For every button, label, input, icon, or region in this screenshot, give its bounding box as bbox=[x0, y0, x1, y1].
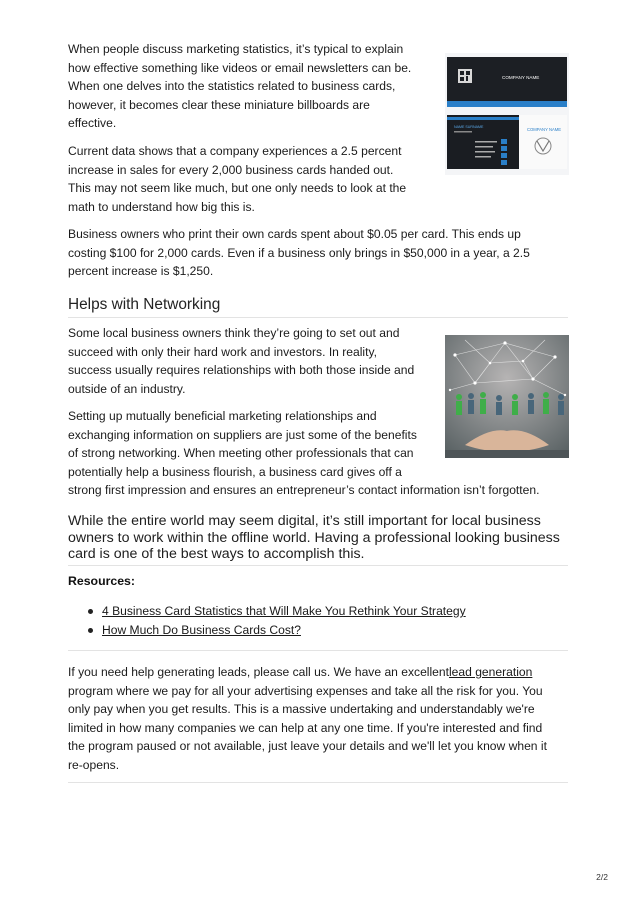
text-line: the program paused or not available, just leave your details and we'll let you know when it bbox=[68, 739, 547, 753]
text-line: Setting up mutually beneficial marketing relationships and bbox=[68, 409, 377, 423]
card-front-company-label: COMPANY NAME bbox=[527, 127, 562, 132]
page-number: 2/2 bbox=[596, 872, 608, 882]
lead-summary bbox=[68, 513, 560, 563]
card-company-label: COMPANY NAME bbox=[502, 75, 540, 80]
text-line: however, it becomes clear these miniature billboards are bbox=[68, 97, 370, 112]
lead-generation-link[interactable]: lead generation bbox=[448, 665, 533, 679]
section-divider bbox=[68, 565, 568, 566]
text-line: succeed with only their hard work and investors. In reality, bbox=[68, 344, 377, 359]
text-line: While the entire world may seem digital, it’s still important for local business bbox=[68, 513, 541, 529]
text-line: Current data shows that a company experiences a 2.5 percent bbox=[68, 144, 402, 158]
text-line: card is one of the best ways to accomplish this. bbox=[68, 546, 365, 563]
text-line: increase in sales for every 2,000 business cards handed out. bbox=[68, 162, 394, 177]
section-divider bbox=[68, 650, 568, 651]
text-line: costing $100 for 2,000 cards. Even if a business only brings in $50,000 in a year, a 2.5 bbox=[68, 245, 530, 260]
card-name-label: NAME SURNAME bbox=[454, 125, 484, 129]
section-divider bbox=[68, 317, 568, 318]
paragraph-lead-generation bbox=[68, 663, 547, 774]
text-line: owners to work within the offline world. Having a professional looking business bbox=[68, 529, 560, 546]
paragraph-mutual-relationships bbox=[68, 407, 539, 500]
resource-item bbox=[88, 621, 466, 640]
text-line: effective. bbox=[68, 116, 117, 130]
text-line: percent increase is $1,250. bbox=[68, 264, 214, 278]
text-line: Business owners who print their own cards spent about $0.05 per card. This ends up bbox=[68, 227, 521, 241]
resource-link-cost[interactable]: How Much Do Business Cards Cost? bbox=[102, 622, 301, 637]
business-card-image bbox=[445, 53, 569, 175]
text-line: only pay when you get results. This is a massive undertaking and understandably we're bbox=[68, 702, 535, 716]
resource-item bbox=[88, 602, 466, 621]
text-line: outside of an industry. bbox=[68, 381, 186, 396]
section-heading-networking: Helps with Networking bbox=[68, 296, 221, 313]
text-line: When people discuss marketing statistics, it’s typical to explain bbox=[68, 42, 404, 56]
paragraph-marketing-statistics bbox=[68, 40, 411, 133]
text-line: how effective something like videos or email newsletters can be. bbox=[68, 60, 412, 75]
paragraph-current-data bbox=[68, 142, 406, 216]
text-line: This may not seem like much, but one only needs to look at the bbox=[68, 181, 407, 195]
text-line: potentially help a business flourish, a business card gives off a bbox=[68, 464, 402, 479]
text-line: math to understand how big this is. bbox=[68, 199, 255, 214]
resource-link-statistics[interactable]: 4 Business Card Statistics that Will Make You Rethink Your Strategy bbox=[102, 604, 466, 618]
paragraph-local-owners bbox=[68, 324, 414, 398]
text-line: Some local business owners think they’re going to set out and bbox=[68, 326, 400, 340]
paragraph-cost-math bbox=[68, 225, 530, 281]
text-line: of strong networking. When meeting other professionals that can bbox=[68, 446, 414, 460]
resources-title: Resources: bbox=[68, 574, 135, 588]
resources-list bbox=[88, 602, 466, 639]
text-line: strong first impression and ensures an entrepreneur’s contact information isn’t forgotten. bbox=[68, 483, 540, 497]
text-line: success usually requires relationships with both those inside and bbox=[68, 363, 415, 377]
text-line: program where we pay for all your advertising expenses and take all the risk for you. You bbox=[68, 683, 543, 698]
text-line: When one delves into the statistics related to business cards, bbox=[68, 79, 396, 93]
text-line bbox=[68, 663, 547, 682]
text-line: re-opens. bbox=[68, 757, 120, 772]
text-span: If you need help generating leads, please call us. We have an excellent bbox=[68, 665, 449, 679]
text-line: exchanging information on suppliers are just some of the benefits bbox=[68, 427, 417, 442]
section-divider bbox=[68, 782, 568, 783]
text-line: limited in how many companies we can help at any one time. If you're interested and find bbox=[68, 720, 543, 735]
